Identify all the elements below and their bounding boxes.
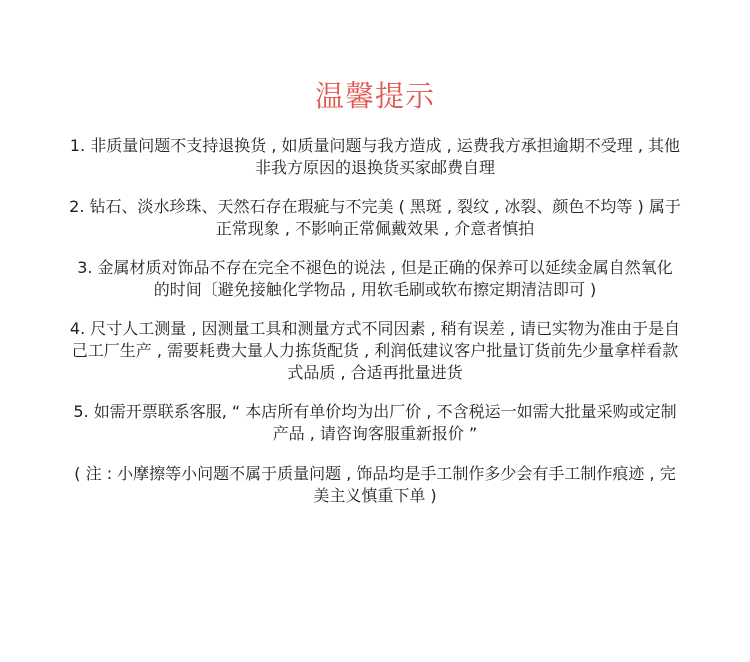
notice-1-line-1: 1. 非质量问题不支持退换货 , 如质量问题与我方造成 , 运费我方承担逾期不受理 , 其他 bbox=[69, 136, 681, 155]
notice-5-line-1: 5. 如需开票联系客服, “ 本店所有单价均为出厂价 , 不含税运一如需大批量采购或定制 bbox=[73, 402, 677, 421]
notice-item-3 bbox=[14, 257, 736, 301]
notice-2-line-2: 正常现象 , 不影响正常佩戴效果 , 介意者慎拍 bbox=[215, 219, 535, 238]
notice-4-line-3: 式品质 , 合适再批量进货 bbox=[287, 363, 463, 382]
page-title: 温馨提示 bbox=[314, 79, 435, 113]
footnote bbox=[14, 463, 736, 507]
footnote-line-2: 美主义慎重下单 ) bbox=[313, 486, 437, 505]
notice-1-line-2: 非我方原因的退换货买家邮费自理 bbox=[254, 158, 495, 177]
notice-4-line-1: 4. 尺寸人工测量 , 因测量工具和测量方式不同因素 , 稍有误差 , 请已实物为准由于是自 bbox=[69, 319, 681, 338]
notice-item-1 bbox=[14, 135, 736, 179]
notice-item-2 bbox=[14, 196, 736, 240]
notice-item-4 bbox=[14, 318, 736, 384]
notice-5-line-2: 产品 , 请咨询客服重新报价 ” bbox=[272, 424, 478, 443]
notice-2-line-1: 2. 钻石、淡水珍珠、天然石存在瑕疵与不完美 ( 黑斑 , 裂纹 , 冰裂、颜色不均等 ) 属于 bbox=[69, 197, 681, 216]
notice-item-5 bbox=[14, 401, 736, 445]
notice-4-line-2: 己工厂生产 , 需要耗费大量人力拣货配货 , 利润低建议客户批量订货前先少量拿样看款 bbox=[71, 341, 679, 360]
notice-3-line-2: 的时间〔避免接触化学物品 , 用软毛刷或软布擦定期清洁即可 ) bbox=[153, 280, 597, 299]
notice-3-line-1: 3. 金属材质对饰品不存在完全不褪色的说法 , 但是正确的保养可以延续金属自然氧化 bbox=[77, 258, 673, 277]
footnote-line-1: ( 注 : 小摩擦等小问题不属于质量问题 , 饰品均是手工制作多少会有手工制作痕迹 , 完 bbox=[74, 464, 676, 483]
